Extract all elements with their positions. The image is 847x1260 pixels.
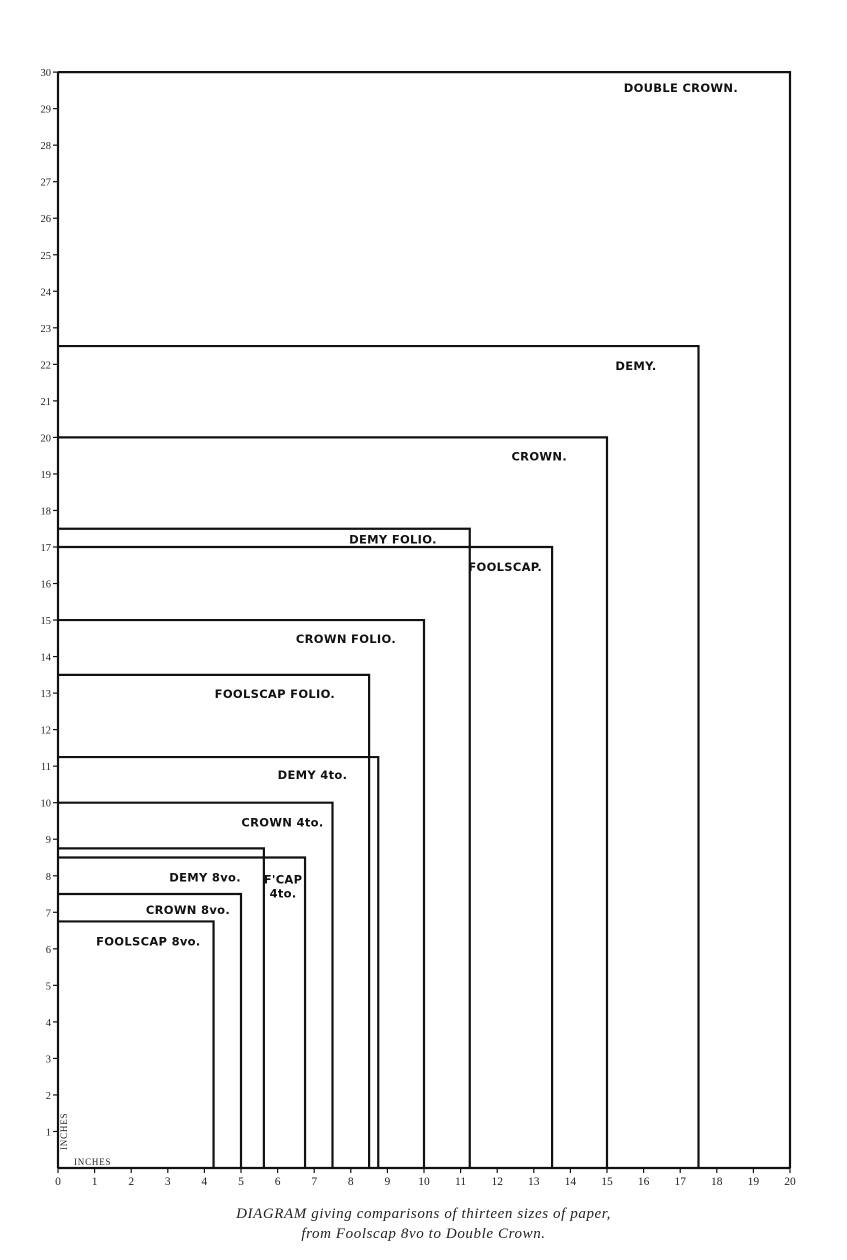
paper-label-demy-4to: DEMY 4to. [277,768,348,783]
x-tick-label: 17 [674,1176,686,1188]
paper-label-demy: DEMY. [615,359,657,374]
x-tick-label: 6 [274,1176,281,1188]
x-ticks [55,1168,796,1188]
paper-rect-demy-4to [58,757,378,1168]
paper-label-foolscap: FOOLSCAP. [468,559,543,574]
paper-label-crown-folio: CROWN FOLIO. [295,632,396,647]
x-tick-label: 15 [601,1176,613,1188]
y-tick-label: 3 [45,1054,51,1066]
y-tick-label: 25 [40,250,51,262]
paper-label-foolscap-8vo: FOOLSCAP 8vo. [96,934,201,949]
y-tick-label: 29 [40,104,51,116]
x-tick-label: 9 [384,1176,391,1188]
caption-line-2: from Foolscap 8vo to Double Crown. [301,1226,546,1242]
x-tick-label: 4 [201,1176,208,1188]
paper-label-demy-8vo: DEMY 8vo. [169,870,241,885]
x-tick-label: 2 [128,1176,135,1188]
x-tick-label: 10 [418,1176,430,1188]
y-tick-label: 2 [45,1090,51,1102]
paper-label-demy-folio: DEMY FOLIO. [349,532,437,547]
x-tick-label: 12 [491,1176,503,1188]
y-tick-label: 18 [40,506,51,518]
y-tick-label: 13 [40,689,51,701]
x-tick-label: 1 [91,1176,98,1188]
paper-label-double-crown: DOUBLE CROWN. [623,81,738,96]
y-tick-label: 20 [40,433,51,445]
y-tick-label: 9 [45,835,51,847]
y-tick-label: 16 [40,579,51,591]
paper-label-crown-8vo: CROWN 8vo. [145,903,230,918]
paper-label-crown: CROWN. [511,449,567,464]
x-tick-label: 8 [347,1176,354,1188]
x-tick-label: 19 [747,1176,760,1188]
y-tick-label: 24 [40,287,51,299]
y-tick-label: 8 [45,871,51,883]
y-tick-label: 23 [40,323,51,335]
paper-label-crown-4to: CROWN 4to. [241,815,324,830]
caption-line-1: DIAGRAM giving comparisons of thirteen sizes of paper, [236,1206,611,1222]
paper-labels [96,81,738,948]
x-tick-label: 13 [528,1176,540,1188]
x-tick-label: 11 [455,1176,467,1188]
paper-rect-demy-8vo [58,848,264,1168]
y-axis-unit-label: INCHES [59,1112,69,1150]
paper-rect-foolscap-8vo [58,921,214,1168]
caption [0,1204,847,1244]
x-tick-label: 20 [784,1176,796,1188]
y-tick-label: 21 [40,396,51,408]
x-tick-label: 3 [164,1176,171,1188]
paper-label-f-cap-4to: F'CAP 4to. [263,872,303,901]
x-tick-label: 0 [55,1176,61,1188]
y-tick-label: 26 [40,214,51,226]
y-tick-label: 4 [45,1017,51,1029]
y-tick-label: 11 [40,762,51,774]
y-ticks [41,68,59,1138]
y-tick-label: 7 [45,908,51,920]
y-tick-label: 12 [40,725,51,737]
x-tick-label: 16 [637,1176,650,1188]
y-tick-label: 22 [40,360,51,372]
y-tick-label: 30 [40,68,51,80]
x-tick-label: 7 [311,1176,318,1188]
y-tick-label: 5 [45,981,51,993]
y-tick-label: 6 [45,944,51,956]
x-axis-unit-label: INCHES [74,1157,112,1167]
y-tick-label: 1 [45,1127,51,1139]
y-tick-label: 17 [40,542,51,554]
y-tick-label: 27 [40,177,51,189]
x-tick-label: 18 [711,1176,723,1188]
x-tick-label: 14 [564,1176,577,1188]
y-tick-label: 19 [40,469,51,481]
y-tick-label: 14 [40,652,51,664]
paper-label-foolscap-folio: FOOLSCAP FOLIO. [214,686,336,701]
y-tick-label: 15 [40,616,51,628]
y-tick-label: 28 [40,141,51,153]
x-tick-label: 5 [238,1176,244,1188]
y-tick-label: 10 [40,798,51,810]
paper-rectangles [58,72,790,1168]
